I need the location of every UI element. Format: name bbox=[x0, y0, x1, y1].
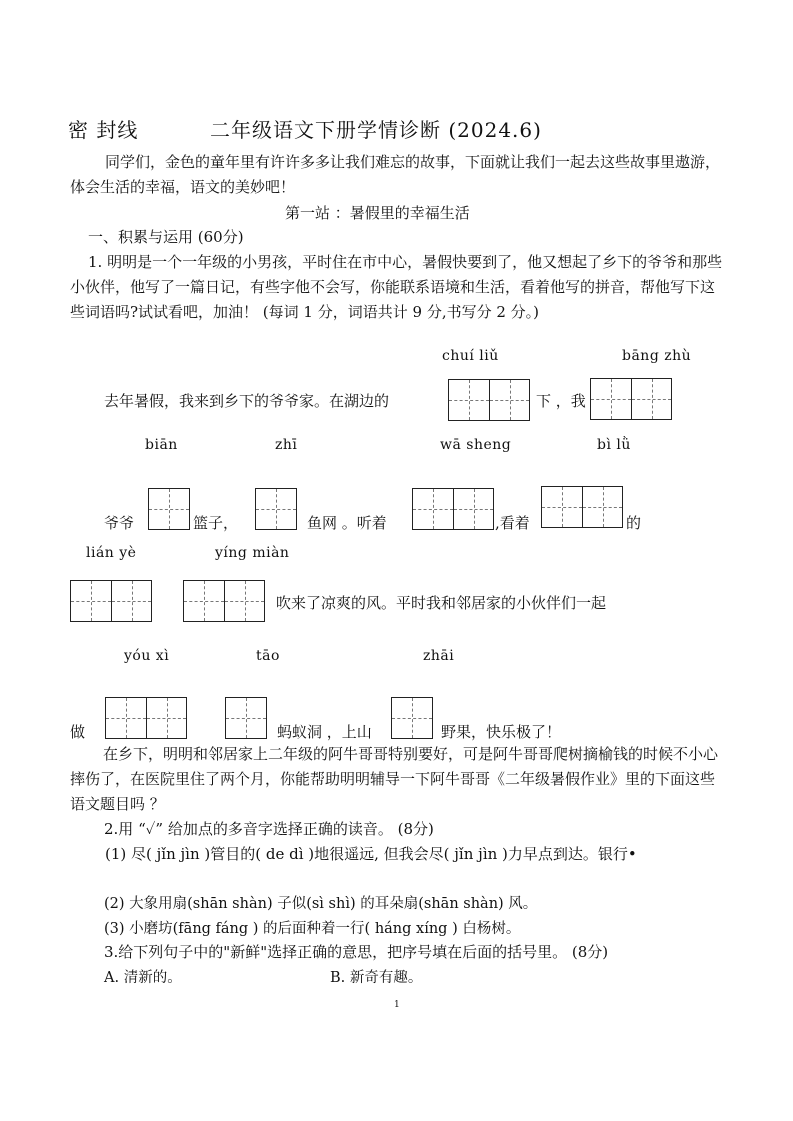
answer-grid-wa-sheng[interactable] bbox=[412, 488, 494, 530]
pinyin-ying-mian: yíng miàn bbox=[215, 545, 290, 561]
question-2-item-3: (3) 小磨坊(fāng fáng ) 的后面种着一行( háng xíng ) 白杨树。 bbox=[104, 921, 521, 937]
diary-line-2-text-c: 鱼网 。听着 bbox=[307, 514, 387, 532]
pinyin-bi-lu: bì lǜ bbox=[597, 437, 631, 453]
pinyin-zhi: zhī bbox=[275, 437, 298, 453]
answer-grid-zhi[interactable] bbox=[255, 488, 297, 530]
diary-line-2-text-e: 的 bbox=[626, 514, 642, 532]
section1-title: 一、积累与运用 (60分) bbox=[88, 228, 244, 246]
station-title: 第一站 ：暑假里的幸福生活 bbox=[285, 204, 470, 222]
question-2-item-2: (2) 大象用扇(shān shàn) 子似(sì shì) 的耳朵扇(shān shàn) 风。 bbox=[104, 896, 538, 912]
story-paragraph: 在乡下，明明和邻居家上二年级的阿牛哥哥特别要好，可是阿牛哥哥爬树摘榆钱的时候不小心摔伤了，在医院里住了两个月，你能帮助明明辅导一下阿牛哥哥《二年级暑假作业》里的下面这些语文题目吗 ？ bbox=[70, 745, 719, 813]
answer-grid-you-xi[interactable] bbox=[105, 697, 187, 739]
diary-line-2-text-d: ,看着 bbox=[495, 514, 530, 532]
pinyin-tao: tāo bbox=[256, 648, 280, 664]
diary-line-1-text: 去年暑假，我来到乡下的爷爷家。在湖边的 bbox=[104, 392, 390, 410]
pinyin-zhai: zhāi bbox=[423, 648, 455, 664]
answer-grid-bian[interactable] bbox=[148, 488, 190, 530]
pinyin-bang-zhu: bāng zhù bbox=[622, 348, 692, 364]
question-3-option-b: B. 新奇有趣。 bbox=[330, 970, 423, 986]
diary-line-4-text-c: 野果，快乐极了！ bbox=[441, 723, 562, 741]
diary-line-4-text: 做 bbox=[70, 723, 86, 741]
seal-line-label: 密 封线 bbox=[68, 118, 139, 142]
pinyin-chui-liu: chuí liǔ bbox=[442, 348, 499, 364]
answer-grid-tao[interactable] bbox=[225, 697, 267, 739]
pinyin-lian-ye: lián yè bbox=[86, 545, 137, 561]
pinyin-bian: biān bbox=[145, 437, 178, 453]
answer-grid-ying-mian[interactable] bbox=[183, 580, 265, 622]
intro-paragraph: 同学们，金色的童年里有许许多多让我们难忘的故事，下面就让我们一起去这些故事里遨游，体会生活的幸福，语文的美妙吧！ bbox=[70, 153, 721, 196]
question-2-item-1: (1) 尽( jǐn jìn )管目的( de dì )地很遥远, 但我会尽( jǐn jìn )力早点到达。银行• bbox=[105, 845, 637, 863]
answer-grid-zhai[interactable] bbox=[391, 697, 433, 739]
page-number: 1 bbox=[394, 1000, 400, 1010]
answer-grid-chui-liu[interactable] bbox=[448, 379, 530, 421]
diary-line-2-text: 爷爷 bbox=[104, 514, 135, 532]
question-3-option-a: A. 清新的。 bbox=[104, 970, 182, 986]
diary-line-4-text-b: 蚂蚁洞 ，上山 bbox=[277, 723, 372, 741]
question-1-text: 1. 明明是一个一年级的小男孩，平时住在市中心，暑假快要到了，他又想起了乡下的爷爷和那些小伙伴，他写了一篇日记，有些字他不会写，你能联系语境和生活，看着他写的拼音，帮他写下这些词语吗?试试看吧，加油！ (每词 1 分，词语共计 9 分,书写分 2 分。) bbox=[70, 253, 723, 321]
question-2-title: 2.用 “✓” 给加点的多音字选择正确的读音。 (8分) bbox=[104, 820, 434, 838]
pinyin-wa-sheng: wā sheng bbox=[440, 437, 512, 453]
answer-grid-bang-zhu[interactable] bbox=[590, 378, 672, 420]
page-title: 二年级语文下册学情诊断 (2024.6) bbox=[210, 118, 542, 142]
answer-grid-lian-ye[interactable] bbox=[70, 580, 152, 622]
pinyin-you-xi: yóu xì bbox=[124, 648, 170, 664]
question-3-title: 3.给下列句子中的"新鲜"选择正确的意思，把序号填在后面的括号里。 (8分) bbox=[104, 943, 609, 961]
diary-line-1-text-b: 下 ，我 bbox=[536, 392, 586, 410]
diary-line-2-text-b: 篮子， bbox=[193, 514, 239, 532]
answer-grid-bi-lu[interactable] bbox=[541, 486, 623, 528]
diary-line-3-text: 吹来了凉爽的风。平时我和邻居家的小伙伴们一起 bbox=[276, 594, 607, 612]
